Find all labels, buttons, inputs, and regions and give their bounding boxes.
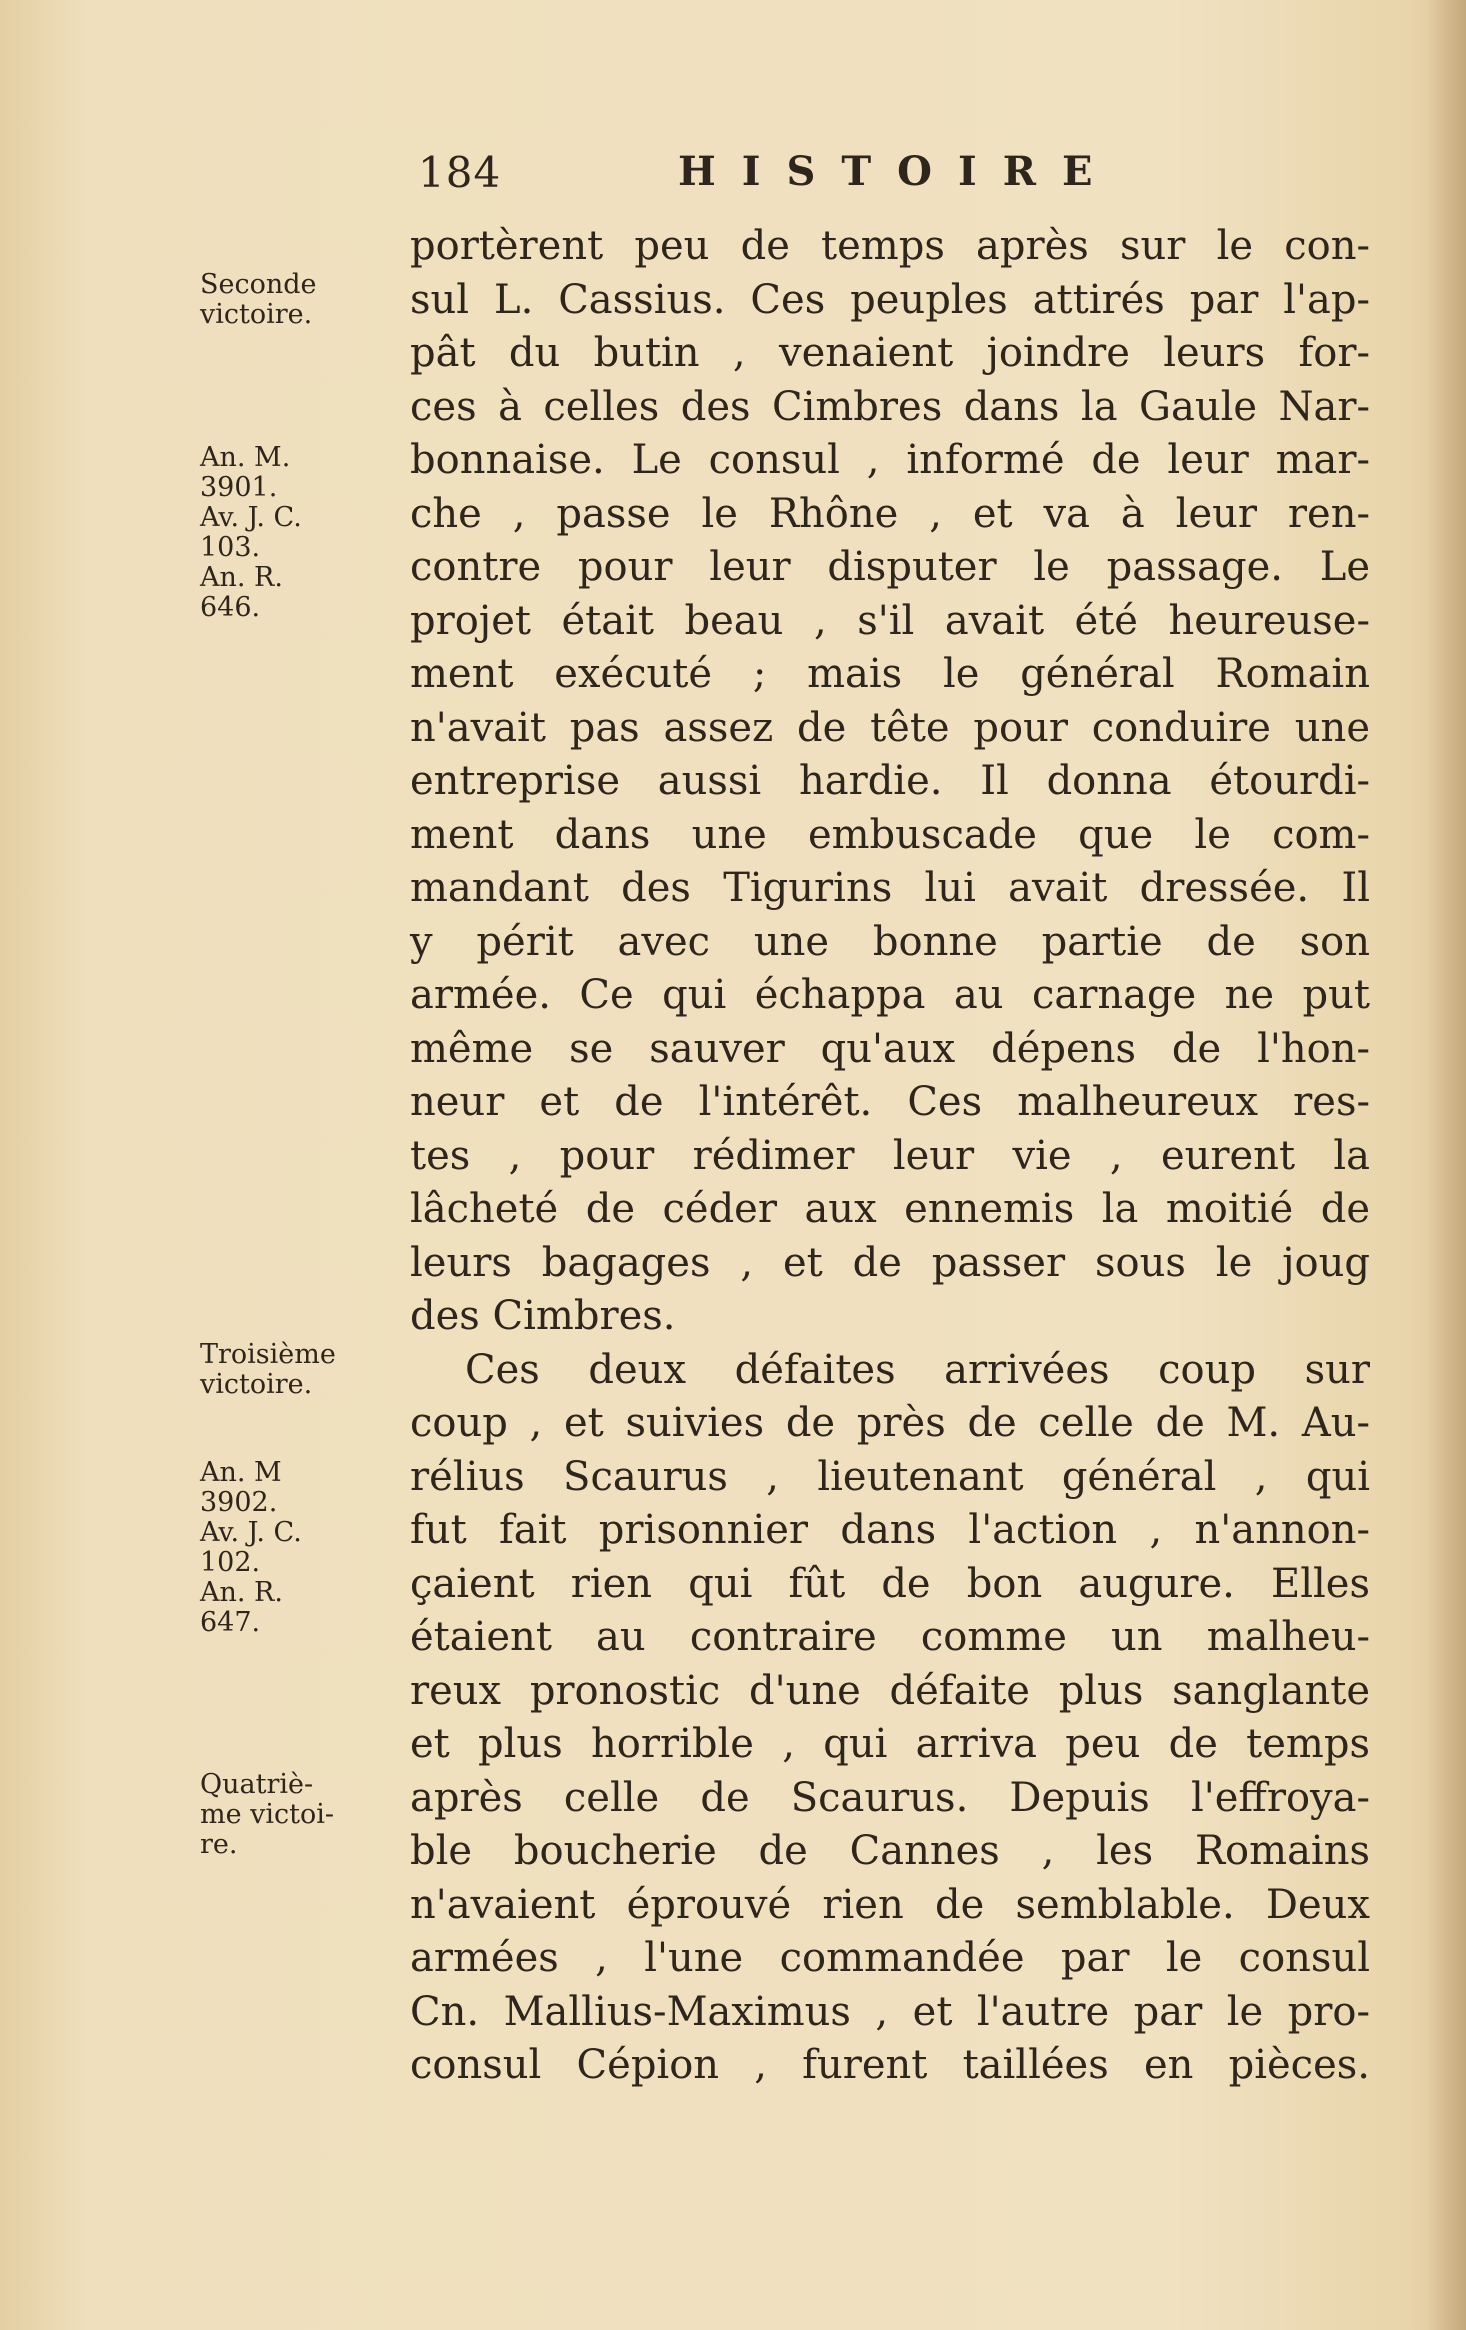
margin-note-line: An. R. — [200, 562, 283, 593]
text-line: y périt avec une bonne partie de son — [410, 918, 1370, 965]
page-number: 184 — [418, 148, 502, 197]
text-line: n'avait pas assez de tête pour conduire une — [410, 704, 1370, 751]
margin-note-line: Av. J. C. — [200, 502, 302, 533]
text-line: contre pour leur disputer le passage. Le — [410, 544, 1370, 590]
text-line: rélius Scaurus , lieutenant général , qui — [410, 1453, 1370, 1500]
text-line: leurs bagages , et de passer sous le joug — [410, 1239, 1370, 1286]
margin-note-line: 647. — [200, 1607, 261, 1638]
text-line: reux pronostic d'une défaite plus sanglante — [410, 1667, 1370, 1714]
margin-note-line: victoire. — [200, 299, 313, 330]
margin-note-troisieme-victoire — [200, 1340, 336, 1400]
page-header — [418, 148, 1118, 218]
margin-note-line: 103. — [200, 532, 261, 563]
text-line: neur et de l'intérêt. Ces malheureux res- — [410, 1079, 1370, 1125]
text-line: lâcheté de céder aux ennemis la moitié de — [410, 1186, 1370, 1232]
margin-note-quatrieme-victoire — [200, 1770, 334, 1860]
margin-note-line: re. — [200, 1829, 238, 1860]
text-line: après celle de Scaurus. Depuis l'effroya- — [410, 1774, 1370, 1821]
text-line: Cn. Mallius-Maximus , et l'autre par le pro- — [410, 1988, 1370, 2035]
text-line-paragraph-start: Ces deux défaites arrivées coup sur — [465, 1346, 1370, 1393]
running-title: HISTOIRE — [678, 148, 1119, 195]
margin-note-line: An. R. — [200, 1577, 283, 1608]
margin-note-line: me victoi- — [200, 1799, 335, 1830]
text-line: ble boucherie de Cannes , les Romains — [410, 1828, 1370, 1874]
text-line: pât du butin , venaient joindre leurs for- — [410, 330, 1370, 376]
text-line: ment dans une embuscade que le com- — [410, 811, 1370, 858]
margin-note-line: An. M — [200, 1457, 282, 1488]
text-line: coup , et suivies de près de celle de M. Au- — [410, 1400, 1370, 1446]
text-line: ces à celles des Cimbres dans la Gaule Nar- — [410, 383, 1370, 430]
margin-note-line: victoire. — [200, 1369, 313, 1400]
text-line: tes , pour rédimer leur vie , eurent la — [410, 1132, 1370, 1179]
text-line: ment exécuté ; mais le général Romain — [410, 651, 1370, 697]
page-edge-shadow — [1426, 0, 1466, 2330]
text-line: che , passe le Rhône , et va à leur ren- — [410, 490, 1370, 537]
margin-note-line: 3902. — [200, 1487, 278, 1518]
text-line: et plus horrible , qui arriva peu de temps — [410, 1721, 1370, 1767]
text-line: sul L. Cassius. Ces peuples attirés par l'ap- — [410, 276, 1370, 323]
margin-note-line: 3901. — [200, 472, 278, 503]
margin-note-line: Quatriè- — [200, 1769, 314, 1800]
text-line: fut fait prisonnier dans l'action , n'annon- — [410, 1507, 1370, 1553]
text-line: çaient rien qui fût de bon augure. Elles — [410, 1560, 1370, 1607]
text-line: étaient au contraire comme un malheu- — [410, 1614, 1370, 1660]
text-line: entreprise aussi hardie. Il donna étourdi- — [410, 758, 1370, 804]
text-line: projet était beau , s'il avait été heureuse- — [410, 597, 1370, 644]
text-line: armée. Ce qui échappa au carnage ne put — [410, 972, 1370, 1018]
margin-note-line: Troisième — [200, 1339, 336, 1370]
text-line: même se sauver qu'aux dépens de l'hon- — [410, 1025, 1370, 1072]
text-line: n'avaient éprouvé rien de semblable. Deux — [410, 1881, 1370, 1928]
text-line: armées , l'une commandée par le consul — [410, 1935, 1370, 1981]
margin-note-line: 646. — [200, 592, 261, 623]
margin-note-dates-2 — [200, 1458, 302, 1638]
text-line: consul Cépion , furent taillées en pièces. — [410, 2042, 1370, 2088]
main-text-column — [410, 220, 1370, 2093]
text-line-paragraph-end: des Cimbres. — [410, 1293, 676, 1339]
margin-note-line: Av. J. C. — [200, 1517, 302, 1548]
margin-note-dates-1 — [200, 443, 302, 623]
margin-note-line: An. M. — [200, 442, 291, 473]
margin-note-seconde-victoire — [200, 270, 317, 330]
text-line: mandant des Tigurins lui avait dressée. Il — [410, 865, 1370, 911]
text-line: portèrent peu de temps après sur le con- — [410, 223, 1370, 269]
margin-note-line: 102. — [200, 1547, 261, 1578]
text-line: bonnaise. Le consul , informé de leur mar- — [410, 437, 1370, 483]
margin-note-line: Seconde — [200, 269, 317, 300]
